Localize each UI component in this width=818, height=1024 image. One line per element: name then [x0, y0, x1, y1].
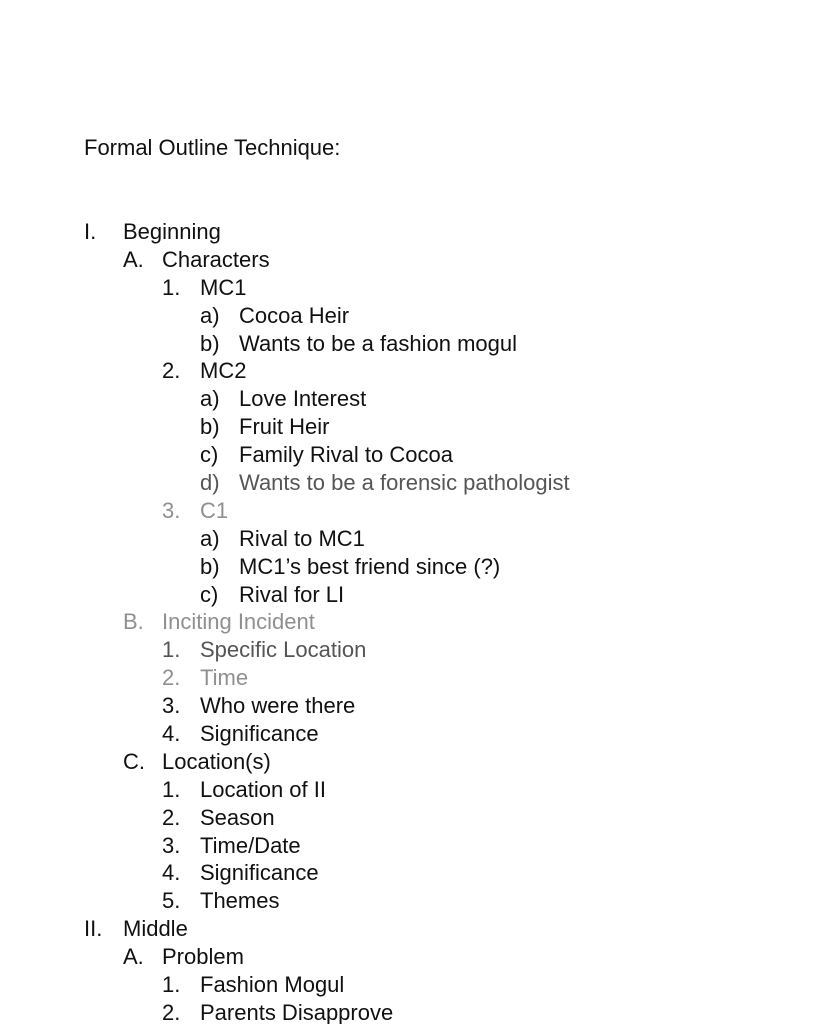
outline-text: Specific Location — [200, 637, 367, 663]
outline-text: Love Interest — [239, 386, 367, 412]
outline-marker: b) — [200, 553, 220, 579]
outline-item — [84, 330, 804, 358]
outline-text: Themes — [200, 888, 280, 914]
outline-marker: 2. — [162, 999, 181, 1024]
outline-marker: d) — [200, 470, 220, 496]
outline-text: Characters — [162, 246, 270, 272]
outline-list — [84, 218, 804, 1024]
outline-marker: I. — [84, 219, 97, 244]
outline-item — [84, 497, 804, 525]
outline-text: Who were there — [200, 693, 356, 719]
outline-item — [84, 385, 804, 413]
outline-marker: 3. — [162, 693, 181, 719]
outline-item — [84, 915, 804, 943]
outline-marker: a) — [200, 302, 220, 328]
outline-marker: 3. — [162, 497, 181, 523]
outline-item — [84, 469, 804, 497]
outline-marker: a) — [200, 386, 220, 412]
outline-item — [84, 720, 804, 748]
outline-item — [84, 748, 804, 776]
outline-marker: c) — [200, 581, 219, 607]
outline-text: Problem — [162, 944, 244, 970]
outline-marker: 2. — [162, 358, 181, 384]
outline-text: Fruit Heir — [239, 414, 330, 440]
outline-text: Fashion Mogul — [200, 972, 345, 998]
outline-item — [84, 859, 804, 887]
outline-marker: 4. — [162, 721, 181, 747]
outline-item — [84, 302, 804, 330]
outline-item — [84, 664, 804, 692]
outline-text: Beginning — [123, 219, 221, 244]
outline-item — [84, 636, 804, 664]
outline-item — [84, 441, 804, 469]
outline-marker: 3. — [162, 832, 181, 858]
outline-marker: a) — [200, 525, 220, 551]
outline-item — [84, 357, 804, 385]
outline-text: Location of II — [200, 776, 326, 802]
outline-marker: 1. — [162, 274, 181, 300]
outline-marker: 2. — [162, 804, 181, 830]
outline-text: Location(s) — [162, 748, 271, 774]
outline-item — [84, 581, 804, 609]
outline-text: Significance — [200, 721, 319, 747]
outline-text: Cocoa Heir — [239, 302, 350, 328]
outline-marker: 1. — [162, 637, 181, 663]
outline-marker: A. — [123, 246, 144, 272]
outline-text: MC1 — [200, 274, 247, 300]
outline-text: Time/Date — [200, 832, 301, 858]
outline-marker: c) — [200, 442, 219, 468]
outline-text: MC1’s best friend since (?) — [239, 553, 501, 579]
outline-item — [84, 553, 804, 581]
outline-item — [84, 832, 804, 860]
outline-text: Season — [200, 804, 275, 830]
outline-item — [84, 692, 804, 720]
outline-item — [84, 525, 804, 553]
outline-marker: 1. — [162, 776, 181, 802]
outline-text: Family Rival to Cocoa — [239, 442, 453, 468]
outline-text: Inciting Incident — [162, 609, 315, 635]
outline-marker: 2. — [162, 665, 181, 691]
outline-text: Middle — [123, 916, 188, 942]
outline-text: Rival for LI — [239, 581, 345, 607]
outline-marker: B. — [123, 609, 144, 635]
page-title: Formal Outline Technique: — [84, 135, 341, 160]
outline-marker: b) — [200, 330, 220, 356]
outline-item — [84, 246, 804, 274]
outline-item — [84, 608, 804, 636]
outline-text: Rival to MC1 — [239, 525, 365, 551]
outline-item — [84, 999, 804, 1024]
outline-item — [84, 887, 804, 915]
outline-marker: 1. — [162, 972, 181, 998]
outline-item — [84, 971, 804, 999]
outline-text: Parents Disapprove — [200, 999, 394, 1024]
outline-text: Wants to be a fashion mogul — [239, 330, 518, 356]
outline-text: Wants to be a forensic pathologist — [239, 470, 570, 496]
outline-marker: A. — [123, 944, 144, 970]
outline-text: Time — [200, 665, 249, 691]
outline-item — [84, 943, 804, 971]
outline-marker: b) — [200, 414, 220, 440]
outline-marker: II. — [84, 916, 103, 942]
outline-marker: 4. — [162, 860, 181, 886]
outline-item — [84, 804, 804, 832]
outline-text: Significance — [200, 860, 319, 886]
outline-marker: C. — [123, 748, 145, 774]
outline-item — [84, 776, 804, 804]
outline-item — [84, 274, 804, 302]
outline-text: MC2 — [200, 358, 247, 384]
outline-item — [84, 218, 804, 246]
outline-item — [84, 413, 804, 441]
outline-text: C1 — [200, 497, 229, 523]
outline-marker: 5. — [162, 888, 181, 914]
